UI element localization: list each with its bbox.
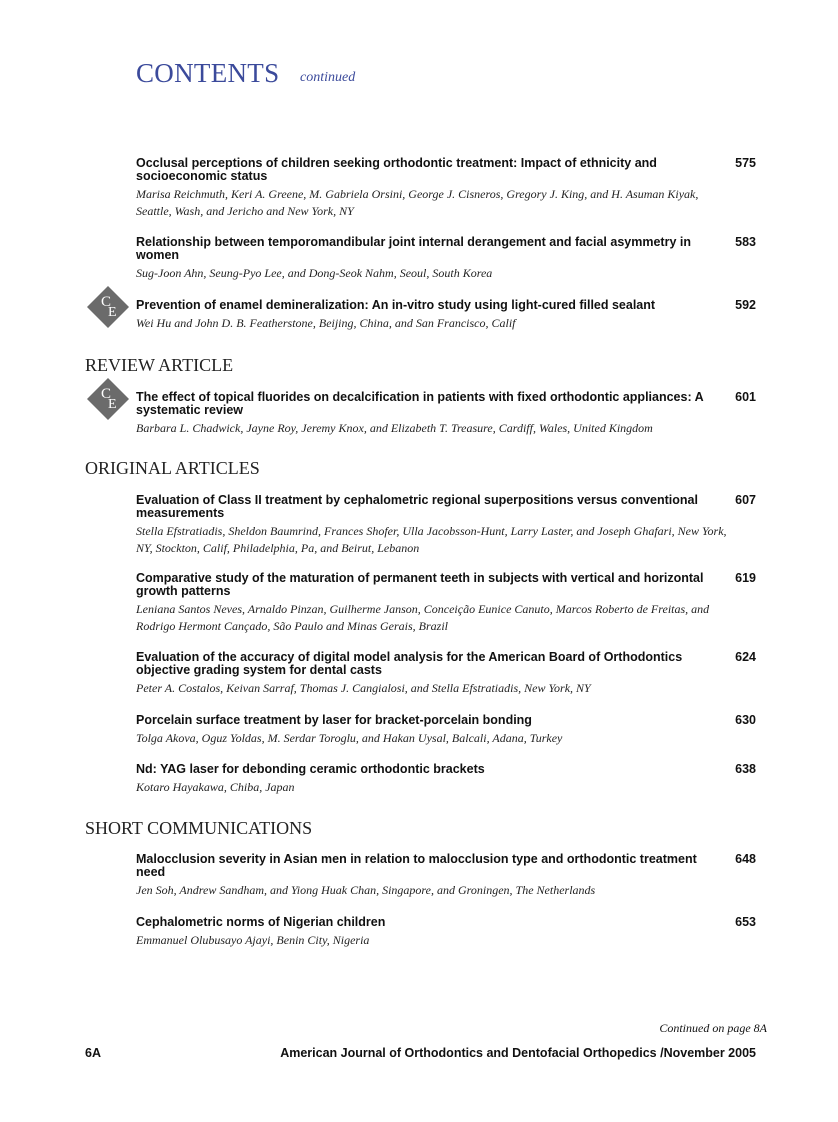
svg-text:E: E <box>108 305 117 320</box>
footer-journal: American Journal of Orthodontics and Dentofacial Orthopedics /November 2005 <box>280 1046 756 1060</box>
article-title[interactable]: Prevention of enamel demineralization: An in-vitro study using light-cured filled sealant <box>136 298 656 312</box>
toc-entry[interactable] <box>136 494 756 557</box>
article-authors: Kotaro Hayakawa, Chiba, Japan <box>136 780 295 794</box>
toc-entry[interactable] <box>136 714 756 747</box>
page-number: 583 <box>735 235 756 249</box>
page-title: CONTENTS <box>136 58 280 88</box>
page-number: 601 <box>735 390 756 404</box>
section-heading-review: REVIEW ARTICLE <box>85 355 234 375</box>
section-heading-original: ORIGINAL ARTICLES <box>85 458 260 478</box>
toc-entry[interactable] <box>136 853 756 899</box>
footer-page-label: 6A <box>85 1046 101 1060</box>
article-title[interactable]: Malocclusion severity in Asian men in relation to malocclusion type and orthodontic treatment need <box>136 852 697 879</box>
page-number: 575 <box>735 156 756 170</box>
toc-entry[interactable] <box>136 236 756 282</box>
article-authors: Marisa Reichmuth, Keri A. Greene, M. Gabriela Orsini, George J. Cisneros, Gregory J. King, and H. Asuman Kiyak, Seattle, Wash, and Jericho and New York, NY <box>136 187 699 218</box>
article-authors: Jen Soh, Andrew Sandham, and Yiong Huak Chan, Singapore, and Groningen, The Netherlands <box>136 883 596 897</box>
section-heading-short: SHORT COMMUNICATIONS <box>85 818 313 838</box>
article-title[interactable]: Cephalometric norms of Nigerian children <box>136 915 386 929</box>
page-number: 653 <box>735 915 756 929</box>
page-number: 624 <box>735 650 756 664</box>
article-title[interactable]: Comparative study of the maturation of permanent teeth in subjects with vertical and horizontal growth patterns <box>136 571 704 598</box>
article-title[interactable]: Occlusal perceptions of children seeking orthodontic treatment: Impact of ethnicity and socioeconomic status <box>136 156 657 183</box>
svg-text:E: E <box>108 397 117 412</box>
toc-entry[interactable] <box>136 651 756 697</box>
toc-entry[interactable] <box>136 763 756 796</box>
ce-badge-icon <box>86 285 130 329</box>
page-number: 630 <box>735 713 756 727</box>
continued-note: Continued on page 8A <box>659 1021 767 1035</box>
toc-entry[interactable] <box>136 572 756 635</box>
page-number: 648 <box>735 852 756 866</box>
page-number: 619 <box>735 571 756 585</box>
article-authors: Peter A. Costalos, Keivan Sarraf, Thomas J. Cangialosi, and Stella Efstratiadis, New York, NY <box>136 681 591 695</box>
article-authors: Wei Hu and John D. B. Featherstone, Beijing, China, and San Francisco, Calif <box>136 316 516 330</box>
article-title[interactable]: Relationship between temporomandibular joint internal derangement and facial asymmetry in women <box>136 235 691 262</box>
article-title[interactable]: Nd: YAG laser for debonding ceramic orthodontic brackets <box>136 762 485 776</box>
article-authors: Barbara L. Chadwick, Jayne Roy, Jeremy Knox, and Elizabeth T. Treasure, Cardiff, Wales, United Kingdom <box>136 421 653 435</box>
toc-entry[interactable] <box>136 157 756 220</box>
page-number: 607 <box>735 493 756 507</box>
page-number: 638 <box>735 762 756 776</box>
article-title[interactable]: Porcelain surface treatment by laser for bracket-porcelain bonding <box>136 713 532 727</box>
article-authors: Tolga Akova, Oguz Yoldas, M. Serdar Toroglu, and Hakan Uysal, Balcali, Adana, Turkey <box>136 731 563 745</box>
article-authors: Leniana Santos Neves, Arnaldo Pinzan, Guilherme Janson, Conceição Eunice Canuto, Marcos Roberto de Freitas, and Rodrigo Hermont Cançado, São Paulo and Minas Gerais, Brazil <box>136 602 710 633</box>
svg-text:C: C <box>101 294 112 310</box>
toc-entry[interactable] <box>101 294 756 332</box>
svg-text:C: C <box>101 386 112 402</box>
ce-badge-icon <box>86 377 130 421</box>
toc-entry[interactable] <box>136 916 756 949</box>
toc-entry[interactable] <box>101 386 756 437</box>
page-subtitle: continued <box>300 70 356 85</box>
article-title[interactable]: Evaluation of the accuracy of digital model analysis for the American Board of Orthodontics objective grading system for dental casts <box>136 650 683 677</box>
article-title[interactable]: Evaluation of Class II treatment by cephalometric regional superpositions versus conventional measurements <box>136 493 698 520</box>
page-number: 592 <box>735 298 756 312</box>
article-authors: Stella Efstratiadis, Sheldon Baumrind, Frances Shofer, Ulla Jacobsson-Hunt, Larry Laster, and Joseph Ghafari, New York, NY, Stockton, Calif, Philadelphia, Pa, and Beirut, Lebanon <box>136 524 727 555</box>
article-authors: Emmanuel Olubusayo Ajayi, Benin City, Nigeria <box>136 933 370 947</box>
article-title[interactable]: The effect of topical fluorides on decalcification in patients with fixed orthodontic appliances: A systematic review <box>136 390 704 417</box>
article-authors: Sug-Joon Ahn, Seung-Pyo Lee, and Dong-Seok Nahm, Seoul, South Korea <box>136 266 493 280</box>
